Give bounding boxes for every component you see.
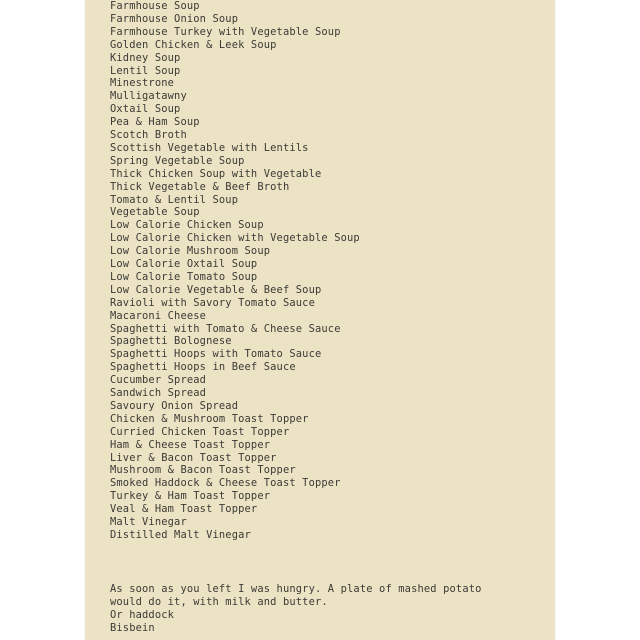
list-item: Ham & Cheese Toast Topper: [110, 438, 271, 451]
list-item: Malt Vinegar: [110, 516, 187, 528]
note-line: would do it, with milk and butter.: [110, 595, 328, 608]
list-item: Mushroom & Bacon Toast Topper: [110, 464, 296, 477]
list-item: Ravioli with Savory Tomato Sauce: [110, 296, 315, 309]
list-item: Thick Vegetable & Beef Broth: [110, 180, 290, 193]
typed-page: [85, 0, 555, 640]
list-item: Vegetable Soup: [110, 206, 200, 219]
list-item: Scotch Broth: [110, 129, 187, 141]
list-item: Liver & Bacon Toast Topper: [110, 451, 277, 464]
note-line: As soon as you left I was hungry. A plate of mashed potato: [110, 583, 482, 595]
list-item: Kidney Soup: [110, 51, 181, 64]
list-item: Spaghetti Hoops with Tomato Sauce: [110, 348, 322, 361]
list-item: Spaghetti Bolognese: [110, 335, 232, 348]
list-item: Low Calorie Chicken with Vegetable Soup: [110, 232, 360, 245]
list-item: Smoked Haddock & Cheese Toast Topper: [110, 477, 341, 490]
list-item: Savoury Onion Spread: [110, 399, 239, 412]
list-item: Sandwich Spread: [110, 387, 207, 399]
list-item: Thick Chicken Soup with Vegetable: [110, 167, 322, 180]
list-item: Farmhouse Onion Soup: [110, 12, 239, 25]
list-item: Chicken & Mushroom Toast Topper: [110, 412, 309, 425]
list-item: Low Calorie Tomato Soup: [110, 270, 258, 283]
list-item: Pea & Ham Soup: [110, 116, 200, 129]
list-item: Golden Chicken & Leek Soup: [110, 38, 277, 51]
list-item: Curried Chicken Toast Topper: [110, 425, 290, 438]
list-item: Macaroni Cheese: [110, 309, 207, 322]
list-item: Mulligatawny: [110, 90, 187, 103]
list-item: Farmhouse Soup: [110, 0, 200, 12]
list-item: Low Calorie Mushroom Soup: [110, 245, 271, 258]
list-item: Tomato & Lentil Soup: [110, 193, 239, 206]
list-item: Spaghetti with Tomato & Cheese Sauce: [110, 322, 341, 335]
list-item: Low Calorie Chicken Soup: [110, 219, 264, 232]
note-line: Bisbein: [110, 621, 155, 634]
list-item: Farmhouse Turkey with Vegetable Soup: [110, 25, 341, 38]
list-item: Oxtail Soup: [110, 103, 181, 116]
list-item: Veal & Ham Toast Topper: [110, 503, 258, 516]
list-item: Turkey & Ham Toast Topper: [110, 490, 271, 503]
list-item: Low Calorie Vegetable & Beef Soup: [110, 283, 322, 296]
list-item: Minestrone: [110, 77, 175, 90]
list-item: Lentil Soup: [110, 64, 181, 77]
list-item: Spaghetti Hoops in Beef Sauce: [110, 361, 296, 374]
list-item: Distilled Malt Vinegar: [110, 528, 251, 541]
note-line: Or haddock: [110, 608, 175, 621]
list-item: Cucumber Spread: [110, 374, 207, 387]
list-item: Spring Vegetable Soup: [110, 154, 245, 167]
list-item: Low Calorie Oxtail Soup: [110, 258, 258, 270]
list-item: Scottish Vegetable with Lentils: [110, 141, 309, 154]
